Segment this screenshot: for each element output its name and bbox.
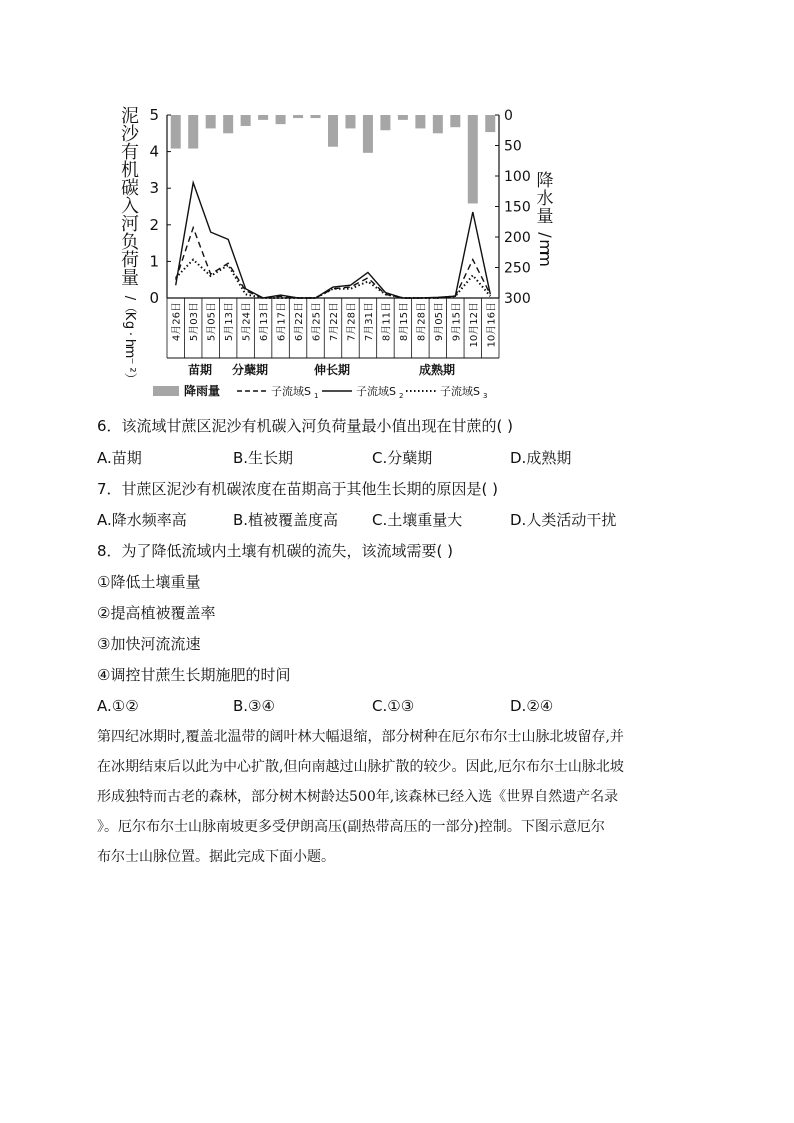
q8-statement-2: ②提高植被覆盖率 — [97, 604, 216, 622]
q7-option-a[interactable]: A.降水频率高 — [97, 511, 187, 529]
category-label: 10月12日 — [468, 302, 480, 348]
axis-label-char: m — [536, 239, 555, 255]
category-label: 5月24日 — [241, 302, 253, 342]
rainfall-bar — [485, 115, 495, 132]
passage — [97, 722, 699, 872]
rainfall-bar — [415, 115, 425, 128]
passage-line: 形成独特而古老的森林，部分树木树龄达500年,该森林已经入选《世界自然遗产名录 — [97, 789, 619, 805]
right-tick-label: 150 — [504, 199, 531, 216]
category-label: 7月28日 — [346, 302, 358, 342]
axis-label-char: ² — [122, 367, 137, 373]
series-line-dotted — [176, 260, 491, 298]
right-tick-label: 0 — [504, 108, 513, 124]
axis-label-char: 河 — [121, 214, 139, 235]
rainfall-bar — [171, 115, 181, 149]
q7-option-c[interactable]: C.土壤重量大 — [372, 511, 463, 529]
right-tick-label: 300 — [504, 291, 531, 307]
left-tick-label: 0 — [149, 289, 159, 307]
legend-series-subscript: 2 — [399, 392, 404, 400]
category-label: 6月25日 — [311, 302, 323, 342]
category-label: 8月28日 — [416, 302, 428, 342]
rainfall-bar — [433, 115, 443, 133]
chart-legend — [153, 383, 487, 400]
rainfall-bar — [468, 115, 478, 203]
q8-statement-3: ③加快河流流速 — [97, 635, 201, 653]
category-label: 5月05日 — [206, 302, 218, 342]
category-label: 7月31日 — [363, 302, 375, 342]
axis-label-char: 碳 — [121, 178, 139, 199]
axis-label-char: 荷 — [121, 250, 139, 271]
axis-label-char: 有 — [121, 142, 139, 163]
rainfall-bar — [293, 115, 303, 118]
question-8-stem: 8．为了降低流域内土壤有机碳的流失，该流域需要( ) — [97, 542, 454, 560]
q8-option-d[interactable]: D.②④ — [510, 697, 554, 715]
category-label: 5月03日 — [189, 302, 201, 342]
rainfall-bar — [223, 115, 233, 133]
axis-label-char: / — [536, 232, 555, 238]
axis-label-char: 量 — [536, 207, 554, 227]
category-label: 10月16日 — [486, 302, 498, 348]
legend-rain-swatch — [153, 386, 179, 396]
series-line-solid — [176, 183, 491, 298]
passage-line: 第四纪冰期时,覆盖北温带的阔叶林大幅退缩，部分树种在厄尔布尔士山脉北坡留存,并 — [97, 729, 624, 745]
right-tick-label: 200 — [504, 230, 531, 246]
legend-series-subscript: 3 — [483, 392, 488, 400]
sugarcane-carbon-chart — [100, 100, 555, 410]
axis-label-char: 入 — [121, 196, 139, 217]
rainfall-bar — [188, 115, 198, 149]
passage-line: 在冰期结束后以此为中心扩散,但向南越过山脉扩散的较少。因此,厄尔布尔士山脉北坡 — [97, 759, 624, 775]
rainfall-bar — [363, 115, 373, 153]
q6-option-c[interactable]: C.分蘖期 — [372, 449, 433, 467]
category-label: 9月05日 — [433, 302, 445, 342]
passage-line: 》。厄尔布尔士山脉南坡更多受伊朗高压(副热带高压的一部分)控制。下图示意厄尔 — [97, 819, 605, 835]
q7-option-d[interactable]: D.人类活动干扰 — [510, 511, 617, 529]
legend-series-subscript: 1 — [314, 392, 319, 400]
category-label: 7月22日 — [329, 302, 340, 342]
right-tick-label: 50 — [504, 138, 522, 155]
axis-label-char: 沙 — [121, 124, 139, 145]
left-tick-label: 3 — [149, 179, 159, 198]
q7-option-b[interactable]: B.植被覆盖度高 — [233, 511, 339, 529]
axis-label-char: 水 — [536, 189, 554, 209]
category-label: 5月13日 — [224, 302, 236, 342]
left-tick-label: 5 — [149, 106, 159, 124]
right-axis-label — [536, 171, 555, 267]
growth-period-label: 伸长期 — [313, 363, 351, 377]
category-label: 6月13日 — [259, 302, 271, 342]
growth-period-label: 成熟期 — [418, 363, 456, 377]
left-tick-label: 1 — [149, 252, 159, 271]
rainfall-bar — [206, 115, 216, 128]
axis-label-char: 机 — [121, 160, 139, 181]
axis-label-char: 泥 — [121, 106, 139, 127]
left-tick-label: 4 — [149, 142, 159, 161]
growth-period-label: 苗期 — [187, 363, 213, 377]
q8-statement-4: ④调控甘蔗生长期施肥的时间 — [97, 666, 291, 684]
axis-label-char: h — [122, 338, 137, 348]
axis-label-char: · — [122, 331, 137, 337]
q8-option-c[interactable]: C.①③ — [372, 697, 415, 715]
rainfall-bar — [345, 115, 355, 128]
category-label: 6月17日 — [276, 302, 288, 342]
category-label: 6月22日 — [294, 302, 306, 342]
category-label: 4月26日 — [171, 302, 183, 342]
legend-rain-label: 降雨量 — [184, 384, 221, 398]
category-label: 9月15日 — [451, 302, 463, 342]
left-axis-label — [121, 106, 140, 386]
rainfall-bar — [311, 115, 321, 118]
q6-option-a[interactable]: A.苗期 — [97, 449, 142, 467]
question-6-stem: 6．该流域甘蔗区泥沙有机碳入河负荷量最小值出现在甘蔗的( ) — [97, 417, 514, 435]
q8-statement-1: ①降低土壤重量 — [97, 573, 201, 591]
question-7-stem: 7．甘蔗区泥沙有机碳浓度在苗期高于其他生长期的原因是( ) — [97, 480, 499, 498]
q8-option-a[interactable]: A.①② — [97, 697, 139, 715]
rainfall-bar — [276, 115, 286, 124]
q6-option-b[interactable]: B.生长期 — [233, 449, 294, 467]
axis-label-char: （ — [122, 300, 137, 314]
rainfall-bar — [398, 115, 408, 120]
axis-label-char: ） — [122, 372, 137, 386]
left-tick-label: 2 — [149, 215, 159, 234]
category-label: 8月15日 — [398, 302, 410, 342]
growth-period-label: 分蘖期 — [231, 363, 269, 377]
axis-label-char: m — [536, 251, 555, 267]
rainfall-bar — [380, 115, 390, 130]
legend-series-label: 子流域S — [271, 385, 311, 398]
rainfall-bar — [328, 115, 338, 147]
axis-label-char: 量 — [121, 268, 139, 289]
category-label: 8月11日 — [381, 302, 393, 342]
axis-label-char: 降 — [536, 171, 554, 191]
rainfall-bar — [241, 115, 251, 126]
legend-series-label: 子流域S — [356, 385, 396, 398]
right-tick-label: 100 — [504, 169, 531, 185]
axis-label-char: g — [122, 320, 137, 330]
axis-label-char: K — [122, 311, 137, 321]
axis-label-char: ⁻ — [122, 357, 137, 365]
rainfall-bar — [258, 115, 268, 120]
right-tick-label: 250 — [504, 260, 531, 277]
axis-label-char: 负 — [121, 232, 139, 253]
q6-option-d[interactable]: D.成熟期 — [510, 449, 572, 467]
axis-label-char: m — [122, 345, 137, 359]
q8-option-b[interactable]: B.③④ — [233, 697, 275, 715]
axis-label-char: / — [122, 295, 137, 301]
rainfall-bar — [450, 115, 460, 127]
legend-series-label: 子流域S — [440, 385, 480, 398]
passage-line: 布尔士山脉位置。据此完成下面小题。 — [97, 849, 335, 865]
